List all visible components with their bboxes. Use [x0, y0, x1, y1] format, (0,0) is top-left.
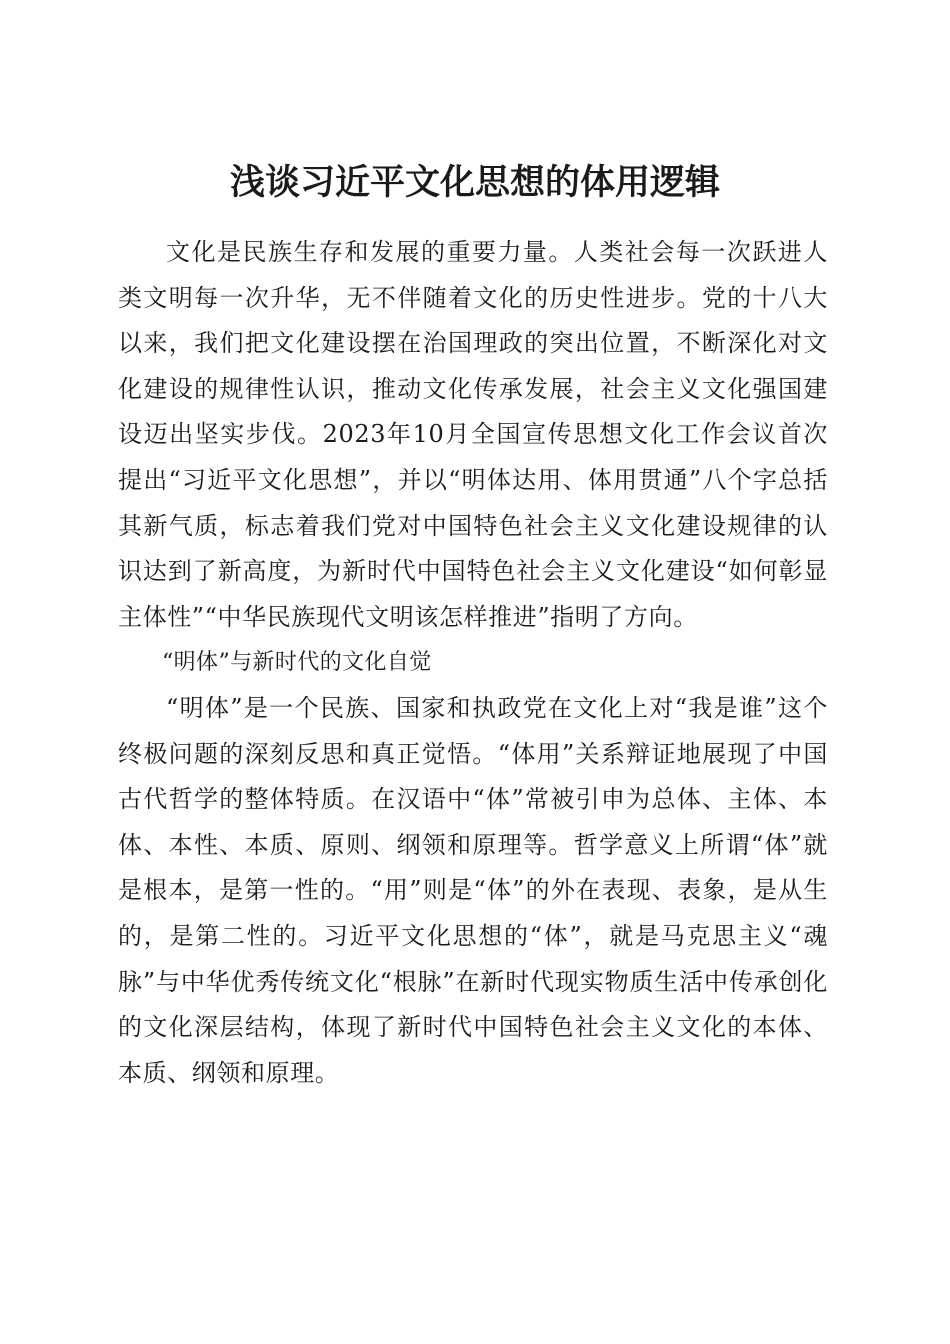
intro-paragraph: 文化是民族生存和发展的重要力量。人类社会每一次跃进人类文明每一次升华，无不伴随着文化的历史性进步。党的十八大以来，我们把文化建设摆在治国理政的突出位置，不断深化对文化建设的规律性认识，推动文化传承发展，社会主义文化强国建设迈出坚实步伐。2023年10月全国宣传思想文化工作会议首次提出“习近平文化思想”，并以“明体达用、体用贯通”八个字总括其新气质，标志着我们党对中国特色社会主义文化建设规律的认识达到了新高度，为新时代中国特色社会主义文化建设“如何彰显主体性”“中华民族现代文明该怎样推进”指明了方向。 [118, 238, 828, 631]
document-title: 浅谈习近平文化思想的体用逻辑 [229, 162, 720, 204]
section-paragraph: “明体”是一个民族、国家和执政党在文化上对“我是谁”这个终极问题的深刻反思和真正觉悟。“体用”关系辩证地展现了中国古代哲学的整体特质。在汉语中“体”常被引申为总体、主体、本体、本性、本质、原则、纲领和原理等。哲学意义上所谓“体”就是根本，是第一性的。“用”则是“体”的外在表现、表象，是从生的，是第二性的。习近平文化思想的“体”，就是马克思主义“魂脉”与中华优秀传统文化“根脉”在新时代现实物质生活中传承创化的文化深层结构，体现了新时代中国特色社会主义文化的本体、本质、纲领和原理。 [118, 693, 828, 1087]
document-body [118, 230, 828, 1096]
section-heading: “明体”与新时代的文化自觉 [162, 650, 432, 676]
